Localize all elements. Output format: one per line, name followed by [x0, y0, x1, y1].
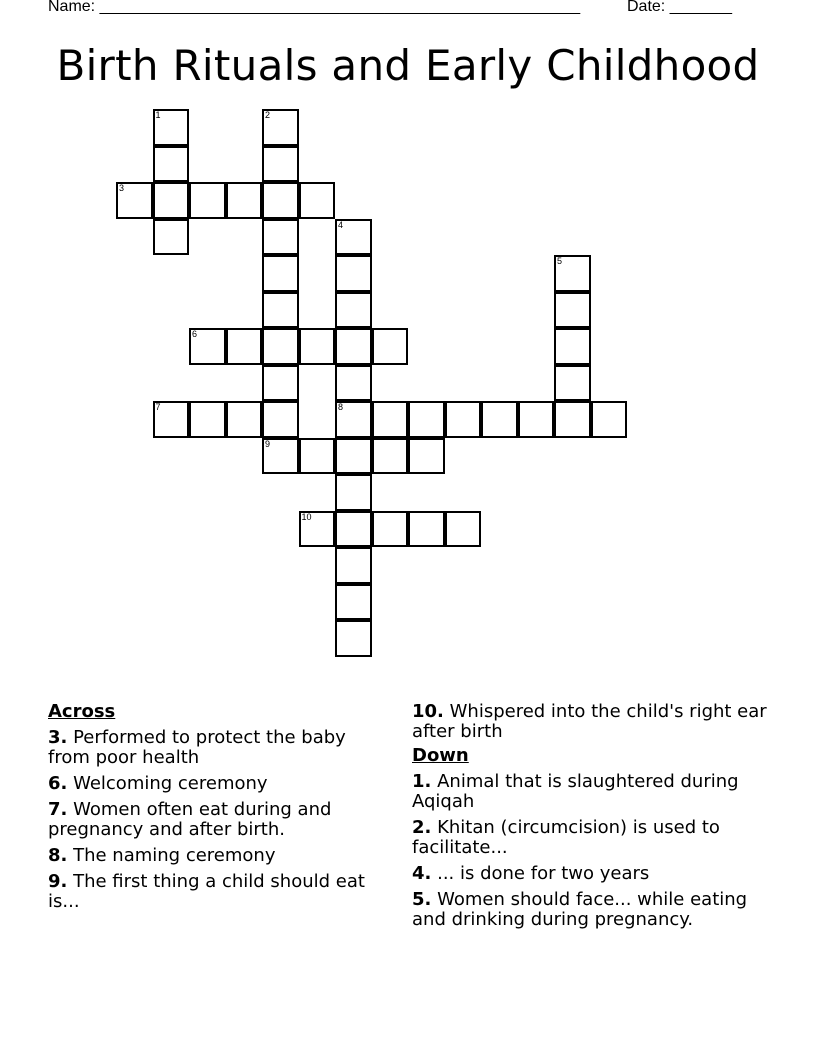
down-heading: Down	[412, 745, 469, 766]
clue-number: 9.	[48, 871, 68, 892]
clue-number: 1.	[412, 771, 432, 792]
crossword-cell[interactable]	[335, 401, 372, 438]
across-heading: Across	[48, 701, 116, 722]
clue-item	[412, 890, 782, 930]
across-clue-list-continued	[412, 702, 782, 742]
clue-number: 10.	[412, 701, 444, 722]
crossword-cell[interactable]	[335, 255, 372, 292]
cell-number: 6	[192, 329, 198, 339]
crossword-cell[interactable]	[335, 438, 372, 475]
clue-number: 5.	[412, 889, 432, 910]
crossword-cell[interactable]	[189, 328, 226, 365]
cell-number: 8	[338, 402, 344, 412]
crossword-cell[interactable]	[372, 328, 409, 365]
crossword-cell[interactable]	[116, 182, 153, 219]
clues-left-column	[48, 702, 393, 918]
crossword-cell[interactable]	[226, 401, 263, 438]
crossword-cell[interactable]	[335, 219, 372, 256]
clue-text: ... is done for two years	[431, 863, 650, 884]
cell-number: 9	[265, 438, 271, 449]
crossword-cell[interactable]	[554, 365, 591, 402]
crossword-cell[interactable]	[335, 584, 372, 621]
crossword-cell[interactable]	[153, 182, 190, 219]
crossword-cell[interactable]	[153, 109, 190, 146]
crossword-cell[interactable]	[408, 401, 445, 438]
crossword-cell[interactable]	[372, 401, 409, 438]
crossword-cell[interactable]	[299, 328, 336, 365]
crossword-cell[interactable]	[335, 511, 372, 548]
crossword-cell[interactable]	[408, 438, 445, 475]
clue-text: Women often eat during and pregnancy and after birth.	[48, 799, 332, 840]
crossword-cell[interactable]	[299, 511, 336, 548]
crossword-cell[interactable]	[335, 620, 372, 657]
cell-number: 10	[301, 511, 312, 522]
cell-number: 4	[338, 219, 344, 230]
clue-number: 4.	[412, 863, 432, 884]
crossword-cell[interactable]	[153, 146, 190, 183]
crossword-cell[interactable]	[445, 401, 482, 438]
page-title: Birth Rituals and Early Childhood	[56, 41, 760, 90]
down-clue-list	[412, 772, 782, 930]
crossword-cell[interactable]	[335, 292, 372, 329]
crossword-cell[interactable]	[262, 109, 299, 146]
cell-number: 1	[155, 110, 161, 120]
crossword-cell[interactable]	[335, 474, 372, 511]
across-clue-list	[48, 728, 393, 912]
crossword-cell[interactable]	[262, 292, 299, 329]
crossword-cell[interactable]	[299, 438, 336, 475]
clue-text: Women should face... while eating and drinking during pregnancy.	[412, 889, 748, 930]
crossword-cell[interactable]	[372, 438, 409, 475]
clue-text: Whispered into the child's right ear after birth	[412, 701, 767, 742]
crossword-cell[interactable]	[554, 328, 591, 365]
crossword-cell[interactable]	[299, 182, 336, 219]
crossword-cell[interactable]	[335, 328, 372, 365]
clue-item	[48, 872, 393, 912]
crossword-cell[interactable]	[262, 438, 299, 475]
clue-item	[48, 846, 393, 866]
clue-number: 6.	[48, 773, 68, 794]
clue-number: 3.	[48, 727, 68, 748]
cell-number: 7	[155, 402, 161, 412]
crossword-cell[interactable]	[262, 182, 299, 219]
crossword-cell[interactable]	[262, 401, 299, 438]
name-field[interactable]: Name: ______________________________________________________	[48, 0, 581, 15]
clue-number: 8.	[48, 845, 68, 866]
clue-text: The naming ceremony	[67, 845, 276, 866]
crossword-cell[interactable]	[262, 146, 299, 183]
crossword-cell[interactable]	[262, 219, 299, 256]
clue-item	[48, 800, 393, 840]
crossword-cell[interactable]	[335, 547, 372, 584]
clue-item	[48, 774, 393, 794]
crossword-cell[interactable]	[481, 401, 518, 438]
crossword-cell[interactable]	[554, 255, 591, 292]
cell-number: 3	[119, 183, 125, 193]
clue-text: The first thing a child should eat is...	[48, 871, 365, 912]
clue-item	[412, 702, 782, 742]
crossword-cell[interactable]	[554, 401, 591, 438]
crossword-cell[interactable]	[372, 511, 409, 548]
clue-number: 7.	[48, 799, 68, 820]
date-field[interactable]: Date: _______	[627, 0, 732, 15]
crossword-cell[interactable]	[591, 401, 628, 438]
clue-text: Performed to protect the baby from poor health	[48, 727, 346, 768]
clue-text: Khitan (circumcision) is used to facilitate...	[412, 817, 720, 858]
clue-item	[48, 728, 393, 768]
clue-text: Animal that is slaughtered during Aqiqah	[412, 771, 739, 812]
clues-right-column	[412, 702, 782, 936]
crossword-cell[interactable]	[226, 182, 263, 219]
clue-item	[412, 772, 782, 812]
clue-item	[412, 818, 782, 858]
crossword-cell[interactable]	[189, 182, 226, 219]
crossword-cell[interactable]	[153, 401, 190, 438]
clue-item	[412, 864, 782, 884]
cell-number: 2	[265, 110, 271, 120]
clue-text: Welcoming ceremony	[67, 773, 268, 794]
clue-number: 2.	[412, 817, 432, 838]
crossword-cell[interactable]	[189, 401, 226, 438]
crossword-cell[interactable]	[153, 219, 190, 256]
crossword-cell[interactable]	[262, 328, 299, 365]
crossword-cell[interactable]	[335, 365, 372, 402]
cell-number: 5	[557, 256, 563, 266]
crossword-cell[interactable]	[408, 511, 445, 548]
crossword-cell[interactable]	[518, 401, 555, 438]
crossword-cell[interactable]	[554, 292, 591, 329]
crossword-cell[interactable]	[262, 365, 299, 402]
crossword-cell[interactable]	[226, 328, 263, 365]
crossword-cell[interactable]	[262, 255, 299, 292]
crossword-cell[interactable]	[445, 511, 482, 548]
